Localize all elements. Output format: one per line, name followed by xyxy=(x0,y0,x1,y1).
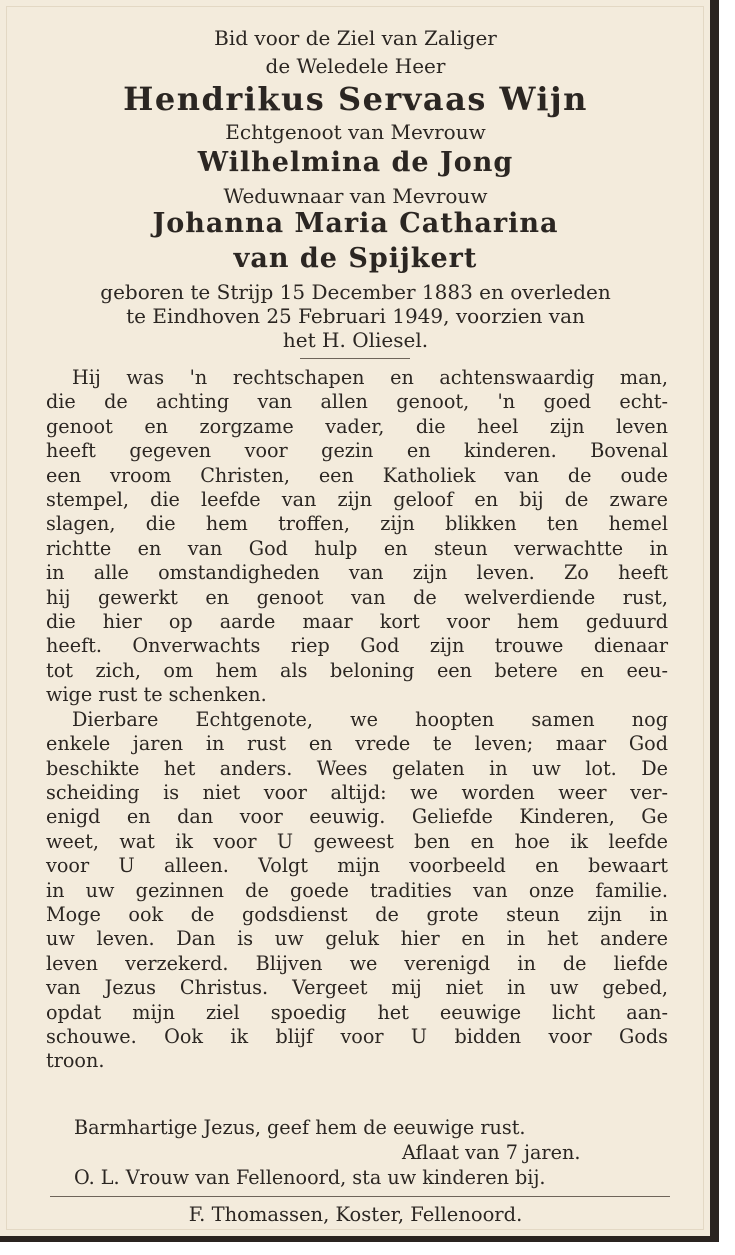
text-line: uw leven. Dan is uw geluk hier en in het andere xyxy=(46,927,668,951)
paragraph-1 xyxy=(46,366,668,708)
text-line: wige rust te schenken. xyxy=(46,683,267,707)
text-line: een vroom Christen, een Katholiek van de oude xyxy=(46,463,668,487)
text-line: stempel, die leefde van zijn geloof en bij de zware xyxy=(46,488,668,512)
text-line: Dierbare Echtgenote, we hoopten samen nog xyxy=(72,707,668,731)
late-wife-name-line-1: Johanna Maria Catharina xyxy=(152,208,559,239)
text-line: enigd en dan voor eeuwig. Geliefde Kinderen, Ge xyxy=(46,805,668,829)
obituary-text xyxy=(46,366,668,1074)
text-line: schouwe. Ook ik blijf voor U bidden voor Gods xyxy=(46,1024,668,1048)
text-line: enkele jaren in rust en vrede te leven; maar God xyxy=(46,732,668,756)
deceased-name: Hendrikus Servaas Wijn xyxy=(123,80,588,118)
late-wife-name-line-2: van de Spijkert xyxy=(233,243,478,274)
header-line-2: de Weledele Heer xyxy=(265,54,446,78)
text-line: voor U alleen. Volgt mijn voorbeeld en bewaart xyxy=(46,854,668,878)
indulgence-note: Aflaat van 7 jaren. xyxy=(402,1141,581,1164)
text-line: opdat mijn ziel spoedig het eeuwige licht aan- xyxy=(46,1000,668,1024)
text-line: heeft. Onverwachts riep God zijn trouwe dienaar xyxy=(46,634,668,658)
paragraph-2 xyxy=(46,708,668,1074)
dates-line-1: geboren te Strijp 15 December 1883 en overleden xyxy=(100,280,611,304)
text-line: scheiding is niet voor altijd: we worden weer ver- xyxy=(46,780,668,804)
text-line: genoot en zorgzame vader, die heel zijn leven xyxy=(46,414,668,438)
footer-divider xyxy=(50,1196,670,1197)
text-line: slagen, die hem troffen, zijn blikken ten hemel xyxy=(46,512,668,536)
text-line: tot zich, om hem als beloning een betere en eeu- xyxy=(46,658,668,682)
widower-label: Weduwnaar van Mevrouw xyxy=(223,184,488,208)
dates-line-3: het H. Oliesel. xyxy=(282,328,429,352)
printer-credit: F. Thomassen, Koster, Fellenoord. xyxy=(188,1203,523,1226)
text-line: beschikte het anders. Wees gelaten in uw lot. De xyxy=(46,756,668,780)
closing-prayer: Barmhartige Jezus, geef hem de eeuwige rust. xyxy=(74,1116,526,1139)
text-line: die hier op aarde maar kort voor hem geduurd xyxy=(46,610,668,634)
text-line: weet, wat ik voor U geweest ben en hoe ik leefde xyxy=(46,829,668,853)
text-line: in uw gezinnen de goede tradities van onze familie. xyxy=(46,878,668,902)
text-line: Hij was 'n rechtschapen en achtenswaardig man, xyxy=(72,366,668,389)
text-line: in alle omstandigheden van zijn leven. Zo heeft xyxy=(46,561,668,585)
text-line: richtte en van God hulp en steun verwachtte in xyxy=(46,536,668,560)
header-divider xyxy=(300,358,410,359)
text-line: hij gewerkt en genoot van de welverdiende rust, xyxy=(46,585,668,609)
text-line: heeft gegeven voor gezin en kinderen. Bovenal xyxy=(46,439,668,463)
spouse-label: Echtgenoot van Mevrouw xyxy=(225,120,486,144)
invocation: O. L. Vrouw van Fellenoord, sta uw kinderen bij. xyxy=(74,1166,546,1189)
text-line: van Jezus Christus. Vergeet mij niet in uw gebed, xyxy=(46,976,668,1000)
header-line-1: Bid voor de Ziel van Zaliger xyxy=(214,26,497,50)
spouse-name: Wilhelmina de Jong xyxy=(197,147,514,178)
text-line: leven verzekerd. Blijven we verenigd in de liefde xyxy=(46,951,668,975)
text-line: die de achting van allen genoot, 'n goed echt- xyxy=(46,390,668,414)
text-line: troon. xyxy=(46,1049,105,1073)
dates-line-2: te Eindhoven 25 Februari 1949, voorzien van xyxy=(126,304,585,328)
text-line: Moge ook de godsdienst de grote steun zijn in xyxy=(46,902,668,926)
